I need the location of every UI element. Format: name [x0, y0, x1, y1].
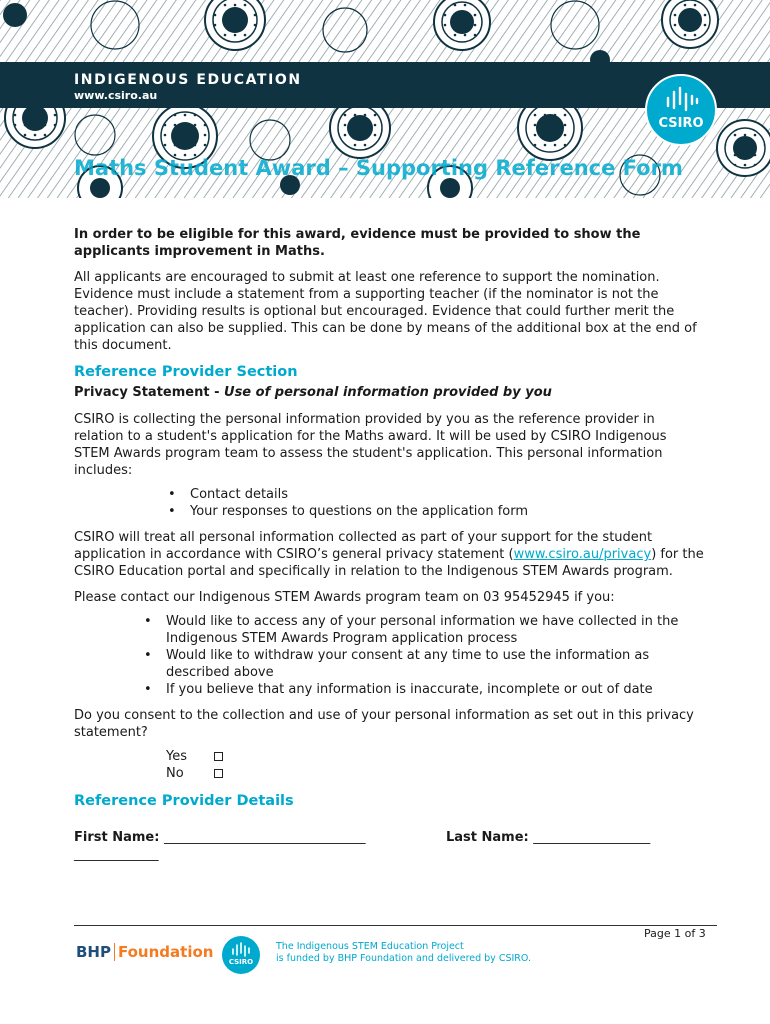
- consent-no-row: [166, 765, 704, 782]
- footer-csiro-text: CSIRO: [228, 958, 254, 966]
- treatment-paragraph: CSIRO will treat all personal information collected as part of your support for the student application in accordance with CSIRO’s general privacy statement (www.csiro.au/privacy) for the CSIRO Education portal and specifically in relation to the Indigenous STEM Awards program.: [74, 530, 704, 579]
- list-item: • If you believe that any information is inaccurate, incomplete or out of date: [144, 682, 653, 697]
- bhp-logo-text: BHP: [76, 943, 111, 961]
- page-number: Page 1 of 3: [644, 927, 706, 940]
- contact-reasons-list: [144, 613, 704, 698]
- last-name-field[interactable]: [446, 829, 650, 846]
- details-section-heading: Reference Provider Details: [74, 793, 294, 809]
- csiro-logo-icon: [665, 86, 699, 112]
- privacy-statement-title: [74, 384, 704, 401]
- csiro-url: www.csiro.au: [74, 89, 158, 102]
- contact-paragraph: Please contact our Indigenous STEM Awards program team on 03 95452945 if you:: [74, 590, 615, 605]
- name-fields-row: [74, 829, 704, 846]
- program-title: INDIGENOUS EDUCATION: [74, 72, 302, 88]
- consent-question: Do you consent to the collection and use of your personal information as set out in this privacy statement?: [74, 708, 694, 740]
- reference-section-heading: Reference Provider Section: [74, 364, 298, 380]
- logo-separator: [114, 943, 115, 961]
- first-name-label: First Name:: [74, 830, 160, 845]
- csiro-logo-icon: [231, 941, 251, 957]
- consent-yes-label: Yes: [166, 749, 187, 764]
- list-item: • Would like to withdraw your consent at any time to use the information as described above: [144, 648, 650, 680]
- intro-paragraph: All applicants are encouraged to submit at least one reference to support the nomination. Evidence must include a statement from a supporting teacher (if the nominator is not the teacher). Providing results is optional but encouraged. Evidence that could further merit the application can also be supplied. This can be done by means of the additional box at the end of this document.: [74, 270, 697, 353]
- privacy-title-bold: Privacy Statement -: [74, 385, 220, 400]
- includes-list: [168, 486, 704, 520]
- consent-no-checkbox[interactable]: [214, 769, 223, 778]
- list-item: • Would like to access any of your personal information we have collected in the Indigenous STEM Awards Program application process: [144, 614, 679, 646]
- footer-csiro-logo: [222, 936, 260, 974]
- csiro-logo: [645, 74, 717, 146]
- list-item: • Your responses to questions on the application form: [168, 504, 529, 519]
- funding-note: The Indigenous STEM Education Project is funded by BHP Foundation and delivered by CSIRO.: [276, 941, 532, 964]
- foundation-logo-text: Foundation: [117, 943, 214, 961]
- page-title: Maths Student Award – Supporting Reference Form: [74, 156, 683, 180]
- document-body: [74, 226, 704, 863]
- name-continuation-line: _____________: [74, 847, 159, 862]
- header-banner: [0, 0, 770, 198]
- last-name-label: Last Name:: [446, 830, 529, 845]
- first-name-line: _______________________________: [163, 830, 366, 845]
- privacy-link[interactable]: www.csiro.au/privacy: [513, 547, 652, 562]
- list-item: • Contact details: [168, 487, 289, 502]
- bhp-foundation-logo: [76, 943, 213, 961]
- eligibility-statement: In order to be eligible for this award, evidence must be provided to show the applicants improvement in Maths.: [74, 227, 641, 259]
- first-name-field[interactable]: [74, 829, 446, 846]
- consent-no-label: No: [166, 766, 184, 781]
- last-name-line: __________________: [533, 830, 651, 845]
- privacy-title-italic: Use of personal information provided by you: [224, 385, 552, 400]
- csiro-logo-text: CSIRO: [658, 116, 704, 131]
- consent-yes-checkbox[interactable]: [214, 752, 223, 761]
- footer-divider: [74, 925, 717, 926]
- collecting-paragraph: CSIRO is collecting the personal information provided by you as the reference provider in relation to a student's application for the Maths award. It will be used by CSIRO Indigenous STEM Awards program team to assess the student's application. This personal information includes:: [74, 412, 667, 478]
- consent-options: [166, 748, 704, 782]
- consent-yes-row: [166, 748, 704, 765]
